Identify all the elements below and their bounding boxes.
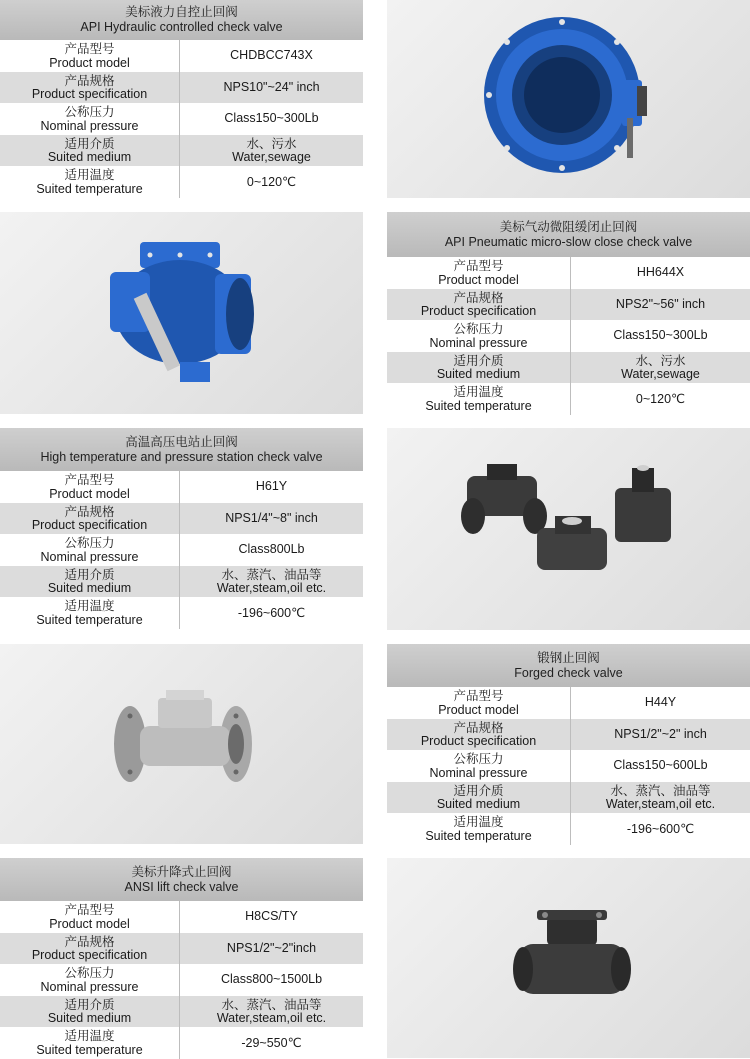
product-title: 锻钢止回阀 Forged check valve <box>387 644 750 687</box>
row-temperature: 适用温度 Suited temperature 0~120℃ <box>387 383 750 415</box>
product-title: 高温高压电站止回阀 High temperature and pressure station check valve <box>0 428 363 471</box>
product-title: 美标升降式止回阀 ANSI lift check valve <box>0 858 363 901</box>
row-model: 产品型号 Product model H8CS/TY <box>0 901 363 933</box>
spec-table-2 <box>387 212 750 415</box>
spec-table-3 <box>0 428 363 629</box>
row-spec: 产品规格 Product specification NPS2"~56" inch <box>387 289 750 321</box>
row-temperature: 适用温度 Suited temperature -196~600℃ <box>0 597 363 629</box>
row-pressure: 公称压力 Nominal pressure Class800Lb <box>0 534 363 566</box>
row-medium: 适用介质 Suited medium 水、蒸汽、油品等 Water,steam,oil etc. <box>0 566 363 598</box>
flanged-stainless-check-valve-icon <box>0 644 363 844</box>
row-spec: 产品规格 Product specification NPS10"~24" inch <box>0 72 363 104</box>
row-pressure: 公称压力 Nominal pressure Class800~1500Lb <box>0 964 363 996</box>
row-model: 产品型号 Product model HH644X <box>387 257 750 289</box>
row-medium: 适用介质 Suited medium 水、蒸汽、油品等 Water,steam,oil etc. <box>387 782 750 814</box>
row-medium: 适用介质 Suited medium 水、污水 Water,sewage <box>0 135 363 167</box>
forged-lift-check-valve-icon <box>387 858 750 1058</box>
row-pressure: 公称压力 Nominal pressure Class150~300Lb <box>387 320 750 352</box>
product-title: 美标液力自控止回阀 API Hydraulic controlled check valve <box>0 0 363 40</box>
row-temperature: 适用温度 Suited temperature -196~600℃ <box>387 813 750 845</box>
blue-butterfly-check-valve-icon <box>387 0 750 198</box>
row-model: 产品型号 Product model H61Y <box>0 471 363 503</box>
product-title: 美标气动微阻缓闭止回阀 API Pneumatic micro-slow close check valve <box>387 212 750 257</box>
row-medium: 适用介质 Suited medium 水、污水 Water,sewage <box>387 352 750 384</box>
spec-table-1 <box>0 0 363 198</box>
row-spec: 产品规格 Product specification NPS1/2"~2" inch <box>387 719 750 751</box>
row-pressure: 公称压力 Nominal pressure Class150~600Lb <box>387 750 750 782</box>
row-pressure: 公称压力 Nominal pressure Class150~300Lb <box>0 103 363 135</box>
product-section-2 <box>0 212 750 414</box>
product-section-4 <box>0 644 750 844</box>
row-model: 产品型号 Product model CHDBCC743X <box>0 40 363 72</box>
row-model: 产品型号 Product model H44Y <box>387 687 750 719</box>
row-spec: 产品规格 Product specification NPS1/4"~8" inch <box>0 503 363 535</box>
spec-table-5 <box>0 858 363 1059</box>
row-medium: 适用介质 Suited medium 水、蒸汽、油品等 Water,steam,oil etc. <box>0 996 363 1028</box>
row-spec: 产品规格 Product specification NPS1/2"~2"inch <box>0 933 363 965</box>
spec-table-4 <box>387 644 750 845</box>
product-section-3 <box>0 428 750 630</box>
forged-steel-valves-group-icon <box>387 428 750 630</box>
row-temperature: 适用温度 Suited temperature -29~550℃ <box>0 1027 363 1059</box>
product-section-5 <box>0 858 750 1058</box>
product-section-1 <box>0 0 750 198</box>
row-temperature: 适用温度 Suited temperature 0~120℃ <box>0 166 363 198</box>
blue-swing-check-valve-icon <box>0 212 363 414</box>
